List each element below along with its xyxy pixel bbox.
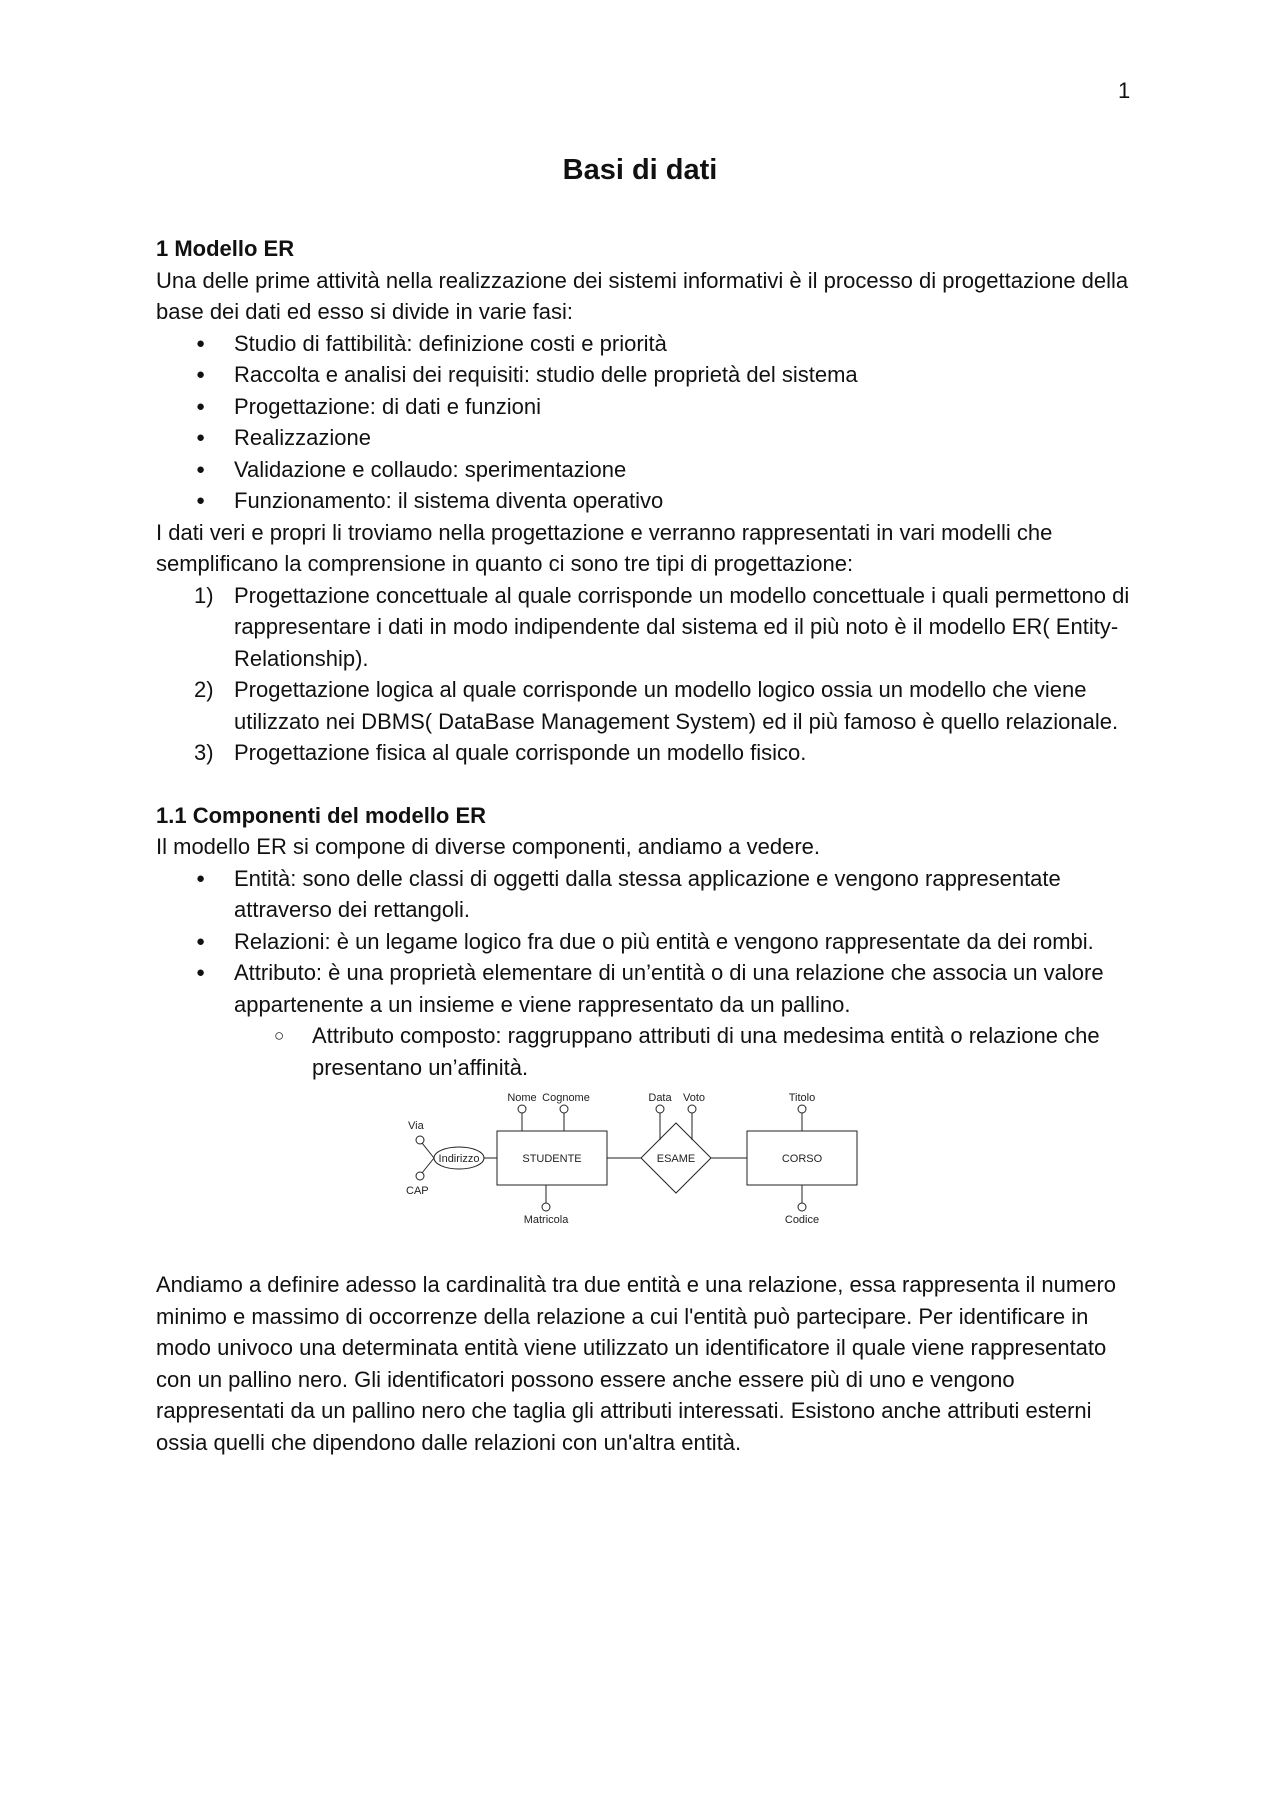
entity-label-corso: CORSO xyxy=(781,1153,823,1165)
list-number: 1) xyxy=(194,582,214,608)
list-item-text: Progettazione fisica al quale corrisponde un modello fisico. xyxy=(234,740,807,765)
section-intro: Il modello ER si compone di diverse componenti, andiamo a vedere. xyxy=(156,834,821,859)
list-item: ● Relazioni: è un legame logico fra due o più entità e vengono rappresentate da dei rombi. xyxy=(156,926,1136,958)
document-title: Basi di dati xyxy=(562,154,718,186)
paragraph: I dati veri e propri li troviamo nella progettazione e verranno rappresentati in vari modelli che semplificano la comprensione in quanto ci sono tre tipi di progettazione: xyxy=(156,519,1053,576)
sub-list xyxy=(234,1020,1136,1083)
attribute-circle-cap xyxy=(416,1172,424,1180)
document-body xyxy=(156,233,1136,1458)
attribute-circle-codice xyxy=(798,1203,806,1211)
list-item: ● Funzionamento: il sistema diventa operativo xyxy=(156,485,1136,517)
phases-list xyxy=(156,328,1136,517)
attribute-circle-cognome xyxy=(560,1105,568,1113)
list-number: 3) xyxy=(194,740,214,765)
design-types-list xyxy=(156,580,1136,769)
attribute-circle-via xyxy=(416,1136,424,1144)
er-diagram xyxy=(404,1091,904,1261)
list-item-text: Progettazione concettuale al quale corrisponde un modello concettuale i quali permettono di rappresentare i dati in modo indipendente dal sistema ed il più noto è il modello ER( Entity-Relationship). xyxy=(234,582,1130,671)
list-item: ● Studio di fattibilità: definizione costi e priorità xyxy=(156,328,1136,360)
attribute-circle-nome xyxy=(518,1105,526,1113)
connector-line xyxy=(422,1143,434,1158)
er-diagram-container xyxy=(156,1083,1136,1269)
attribute-circle-data xyxy=(656,1105,664,1113)
attribute-label-voto: Voto xyxy=(682,1092,706,1104)
attribute-label-cap: CAP xyxy=(406,1185,429,1197)
attribute-label-nome: Nome xyxy=(507,1092,537,1104)
list-item: ● Realizzazione xyxy=(156,422,1136,454)
list-item xyxy=(156,957,1136,1083)
attribute-label-matricola: Matricola xyxy=(523,1214,569,1226)
attribute-label-data: Data xyxy=(648,1092,672,1104)
attribute-label-codice: Codice xyxy=(784,1214,820,1226)
section-heading-modello-er: 1 Modello ER xyxy=(156,236,295,261)
section-intro: Una delle prime attività nella realizzazione dei sistemi informativi è il processo di progettazione della base dei dati ed esso si divide in varie fasi: xyxy=(156,267,1129,324)
spacer xyxy=(156,769,1136,800)
connector-line xyxy=(422,1158,434,1173)
section-heading-componenti: 1.1 Componenti del modello ER xyxy=(156,802,487,828)
attribute-label-cognome: Cognome xyxy=(542,1092,590,1104)
relationship-label-esame: ESAME xyxy=(656,1153,696,1165)
list-item-text: Progettazione logica al quale corrisponde un modello logico ossia un modello che viene utilizzato nei DBMS( DataBase Management System) ed il più famoso è quello relazionale. xyxy=(234,677,1119,734)
attribute-circle-voto xyxy=(688,1105,696,1113)
list-item xyxy=(156,580,1136,675)
attribute-circle-matricola xyxy=(542,1203,550,1211)
attribute-label-titolo: Titolo xyxy=(788,1092,816,1104)
entity-label-studente: STUDENTE xyxy=(522,1153,582,1165)
list-item: ● Validazione e collaudo: sperimentazione xyxy=(156,454,1136,486)
list-item-text: Attributo: è una proprietà elementare di un’entità o di una relazione che associa un valore appartenente a un insieme e viene rappresentato da un pallino. xyxy=(234,960,1104,1017)
list-item: ● Raccolta e analisi dei requisiti: studio delle proprietà del sistema xyxy=(156,359,1136,391)
list-item: ● Entità: sono delle classi di oggetti dalla stessa applicazione e vengono rappresentate attraverso dei rettangoli. xyxy=(156,863,1136,926)
list-item xyxy=(156,737,1136,769)
attribute-circle-titolo xyxy=(798,1105,806,1113)
list-number: 2) xyxy=(194,677,214,702)
paragraph-cardinality: Andiamo a definire adesso la cardinalità tra due entità e una relazione, essa rappresenta il numero minimo e massimo di occorrenze della relazione a cui l'entità può partecipare. Per identificare in modo univoco una determinata entità viene utilizzato un identificatore il quale viene rappresentato con un pallino nero. Gli identificatori possono essere anche essere più di uno e vengono rappresentati da un pallino nero che taglia gli attributi interessati. Esistono anche attributi esterni ossia quelli che dipendono dalle relazioni con un'altra entità. xyxy=(156,1272,1117,1455)
page-number: 1 xyxy=(1118,78,1131,103)
composite-attribute-label: Indirizzo xyxy=(438,1153,480,1165)
sub-list-item: ○ Attributo composto: raggruppano attributi di una medesima entità o relazione che presentano un’affinità. xyxy=(234,1020,1136,1083)
list-item xyxy=(156,674,1136,737)
list-item: ● Progettazione: di dati e funzioni xyxy=(156,391,1136,423)
components-list xyxy=(156,863,1136,1084)
attribute-label-via: Via xyxy=(408,1120,424,1132)
